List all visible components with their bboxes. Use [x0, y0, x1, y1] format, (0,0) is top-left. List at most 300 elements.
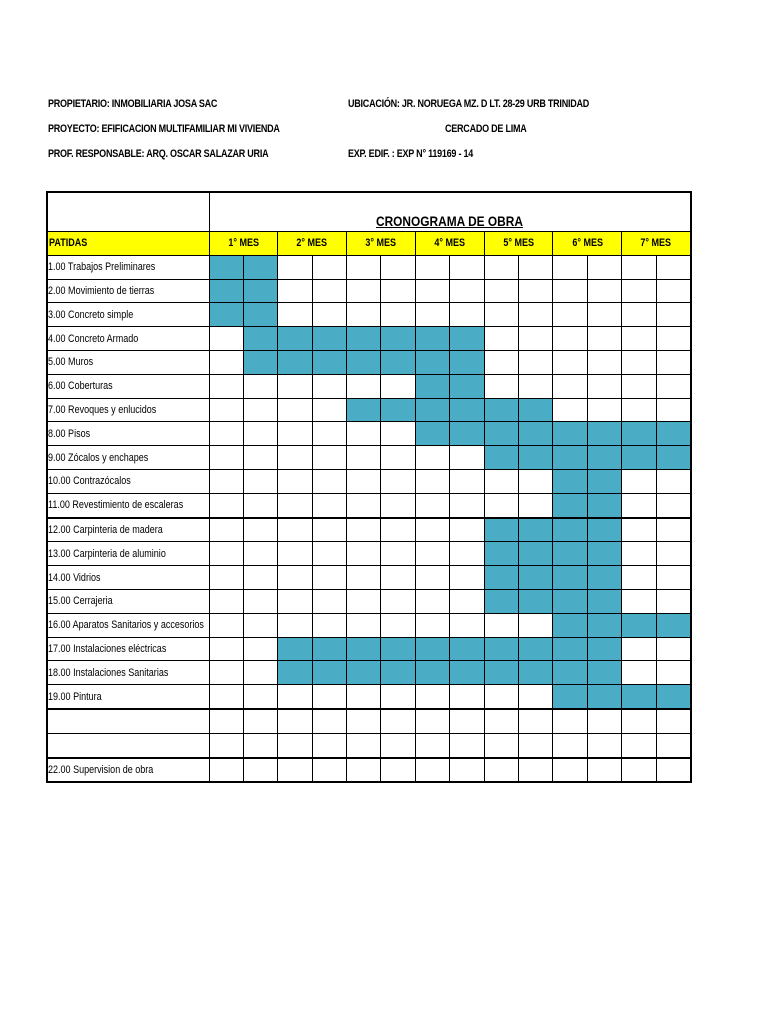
schedule-cell	[209, 589, 243, 613]
table-row	[47, 542, 691, 566]
table-row	[47, 589, 691, 613]
activity-label-cell	[47, 542, 209, 566]
schedule-cell	[278, 255, 312, 279]
schedule-cell-filled	[381, 350, 415, 374]
schedule-cell	[415, 566, 449, 590]
schedule-cell	[415, 733, 449, 757]
schedule-cell	[243, 422, 277, 446]
schedule-cell	[484, 469, 518, 493]
schedule-cell	[278, 685, 312, 709]
location-text: UBICACIÓN: JR. NORUEGA MZ. D LT. 28-29 URB TRINIDAD	[348, 98, 590, 110]
schedule-cell	[450, 709, 484, 733]
month-header-label: 7° MES	[640, 237, 672, 250]
schedule-cell	[553, 327, 587, 351]
schedule-cell	[656, 566, 690, 590]
schedule-cell-filled	[484, 589, 518, 613]
schedule-cell	[587, 327, 621, 351]
schedule-cell-filled	[553, 493, 587, 517]
schedule-cell	[243, 661, 277, 685]
schedule-cell	[587, 279, 621, 303]
activity-label-cell	[47, 446, 209, 470]
activity-label-cell	[47, 613, 209, 637]
activity-label: 11.00 Revestimiento de escaleras	[48, 499, 184, 512]
schedule-cell-filled	[553, 566, 587, 590]
schedule-cell	[450, 518, 484, 542]
schedule-cell	[347, 279, 381, 303]
schedule-cell	[312, 758, 346, 783]
schedule-cell	[209, 350, 243, 374]
schedule-cell-filled	[347, 327, 381, 351]
schedule-cell	[312, 398, 346, 422]
responsible-text: PROF. RESPONSABLE: ARQ. OSCAR SALAZAR URIA	[48, 148, 269, 160]
table-row	[47, 518, 691, 542]
schedule-cell	[450, 566, 484, 590]
month-header-label: 2° MES	[296, 237, 328, 250]
schedule-cell-filled	[415, 398, 449, 422]
schedule-cell	[347, 613, 381, 637]
schedule-cell	[450, 493, 484, 517]
schedule-cell	[622, 493, 656, 517]
schedule-cell	[553, 374, 587, 398]
activity-label: 19.00 Pintura	[48, 690, 102, 703]
schedule-cell	[587, 709, 621, 733]
activity-label: 12.00 Carpinteria de madera	[48, 523, 163, 536]
schedule-cell	[312, 469, 346, 493]
schedule-cell	[622, 542, 656, 566]
schedule-cell	[519, 733, 553, 757]
schedule-cell	[519, 758, 553, 783]
activity-label: 17.00 Instalaciones eléctricas	[48, 642, 167, 655]
schedule-cell-filled	[415, 422, 449, 446]
schedule-cell	[519, 255, 553, 279]
schedule-cell	[656, 374, 690, 398]
schedule-cell	[312, 709, 346, 733]
schedule-cell	[312, 493, 346, 517]
table-row	[47, 493, 691, 517]
schedule-cell-filled	[587, 469, 621, 493]
activity-label-cell	[47, 303, 209, 327]
schedule-cell	[415, 613, 449, 637]
schedule-cell-filled	[587, 661, 621, 685]
schedule-cell	[484, 279, 518, 303]
schedule-cell-filled	[553, 613, 587, 637]
activity-label-cell	[47, 733, 209, 757]
schedule-cell	[656, 637, 690, 661]
schedule-cell-filled	[278, 661, 312, 685]
schedule-cell-filled	[484, 422, 518, 446]
schedule-cell-filled	[587, 493, 621, 517]
schedule-cell	[450, 542, 484, 566]
activity-label-cell	[47, 398, 209, 422]
activity-label: 18.00 Instalaciones Sanitarias	[48, 666, 169, 679]
schedule-cell-filled	[209, 279, 243, 303]
schedule-cell-filled	[209, 255, 243, 279]
activity-label-cell	[47, 327, 209, 351]
activity-label-cell	[47, 589, 209, 613]
schedule-cell	[450, 758, 484, 783]
schedule-cell	[622, 733, 656, 757]
schedule-cell	[209, 709, 243, 733]
schedule-cell-filled	[347, 398, 381, 422]
table-row	[47, 327, 691, 351]
schedule-cell	[381, 279, 415, 303]
schedule-cell-filled	[381, 661, 415, 685]
schedule-cell	[622, 518, 656, 542]
schedule-cell	[209, 518, 243, 542]
schedule-cell	[587, 374, 621, 398]
activity-label-cell	[47, 469, 209, 493]
activity-label-cell	[47, 637, 209, 661]
schedule-cell	[450, 733, 484, 757]
schedule-cell	[347, 374, 381, 398]
schedule-cell	[656, 733, 690, 757]
schedule-cell-filled	[209, 303, 243, 327]
schedule-cell	[278, 446, 312, 470]
schedule-cell	[381, 542, 415, 566]
schedule-cell	[484, 350, 518, 374]
table-row	[47, 255, 691, 279]
schedule-cell	[347, 518, 381, 542]
schedule-cell	[484, 685, 518, 709]
table-title-cell	[209, 192, 691, 232]
schedule-cell	[519, 327, 553, 351]
activity-label-cell	[47, 279, 209, 303]
schedule-cell	[656, 493, 690, 517]
activity-label-cell	[47, 758, 209, 783]
schedule-cell-filled	[312, 327, 346, 351]
schedule-cell-filled	[450, 374, 484, 398]
month-header-5	[484, 232, 553, 256]
schedule-cell	[622, 374, 656, 398]
month-header-label: 6° MES	[571, 237, 603, 250]
schedule-cell-filled	[243, 279, 277, 303]
activity-label-cell	[47, 685, 209, 709]
schedule-cell-filled	[656, 613, 690, 637]
schedule-cell	[278, 758, 312, 783]
schedule-cell-filled	[484, 637, 518, 661]
schedule-cell	[622, 350, 656, 374]
schedule-cell	[553, 255, 587, 279]
schedule-cell	[415, 709, 449, 733]
table-row	[47, 637, 691, 661]
month-header-label: 1° MES	[228, 237, 259, 250]
schedule-cell	[519, 709, 553, 733]
schedule-cell	[243, 733, 277, 757]
schedule-cell-filled	[484, 661, 518, 685]
schedule-cell	[519, 613, 553, 637]
activity-label: 9.00 Zócalos y enchapes	[48, 451, 149, 464]
schedule-cell	[587, 303, 621, 327]
schedule-cell	[347, 255, 381, 279]
schedule-cell	[209, 542, 243, 566]
schedule-cell	[312, 685, 346, 709]
schedule-cell	[312, 422, 346, 446]
schedule-cell	[381, 303, 415, 327]
schedule-cell	[587, 733, 621, 757]
schedule-cell	[622, 709, 656, 733]
schedule-cell	[278, 566, 312, 590]
schedule-cell	[312, 446, 346, 470]
month-header-6	[553, 232, 622, 256]
activity-label: 2.00 Movimiento de tierras	[48, 284, 155, 297]
schedule-cell	[656, 327, 690, 351]
schedule-cell-filled	[415, 661, 449, 685]
schedule-cell	[243, 542, 277, 566]
schedule-cell	[415, 469, 449, 493]
schedule-cell	[347, 589, 381, 613]
schedule-cell	[415, 589, 449, 613]
schedule-cell-filled	[519, 589, 553, 613]
schedule-cell	[347, 493, 381, 517]
schedule-cell	[347, 685, 381, 709]
table-row	[47, 422, 691, 446]
schedule-cell	[209, 637, 243, 661]
schedule-cell	[415, 255, 449, 279]
schedule-cell-filled	[415, 637, 449, 661]
schedule-cell	[553, 279, 587, 303]
activity-label: 1.00 Trabajos Preliminares	[48, 261, 156, 274]
schedule-cell	[587, 255, 621, 279]
schedule-cell	[278, 542, 312, 566]
schedule-cell	[347, 733, 381, 757]
schedule-cell	[381, 709, 415, 733]
schedule-cell	[381, 255, 415, 279]
schedule-cell	[415, 542, 449, 566]
schedule-cell	[381, 733, 415, 757]
schedule-cell	[656, 255, 690, 279]
schedule-cell-filled	[243, 303, 277, 327]
schedule-cell-filled	[553, 469, 587, 493]
schedule-cell	[587, 758, 621, 783]
schedule-cell	[622, 398, 656, 422]
schedule-cell	[209, 758, 243, 783]
schedule-cell-filled	[415, 350, 449, 374]
activity-label: 7.00 Revoques y enlucidos	[48, 403, 157, 416]
schedule-cell	[312, 374, 346, 398]
schedule-cell	[278, 469, 312, 493]
activity-label: 8.00 Pisos	[48, 427, 91, 440]
schedule-cell	[243, 446, 277, 470]
activity-label: 14.00 Vidrios	[48, 571, 101, 584]
schedule-cell-filled	[519, 518, 553, 542]
table-row	[47, 661, 691, 685]
schedule-cell-filled	[587, 446, 621, 470]
schedule-cell	[312, 733, 346, 757]
schedule-cell-filled	[553, 589, 587, 613]
exp-text: EXP. EDIF. : EXP N° 119169 - 14	[348, 148, 474, 160]
schedule-cell	[209, 661, 243, 685]
month-header-4	[415, 232, 484, 256]
schedule-cell	[622, 758, 656, 783]
schedule-cell-filled	[587, 518, 621, 542]
schedule-cell	[278, 589, 312, 613]
table-row	[47, 446, 691, 470]
schedule-cell-filled	[381, 398, 415, 422]
schedule-cell	[381, 493, 415, 517]
schedule-cell	[209, 733, 243, 757]
schedule-cell	[243, 589, 277, 613]
schedule-cell	[243, 613, 277, 637]
schedule-cell-filled	[519, 542, 553, 566]
schedule-cell	[450, 279, 484, 303]
schedule-cell	[622, 637, 656, 661]
schedule-cell-filled	[553, 637, 587, 661]
location-district-text: CERCADO DE LIMA	[445, 123, 527, 135]
schedule-cell-filled	[587, 542, 621, 566]
schedule-cell-filled	[553, 446, 587, 470]
schedule-cell-filled	[347, 350, 381, 374]
schedule-cell	[484, 327, 518, 351]
schedule-cell	[278, 398, 312, 422]
activity-label-cell	[47, 709, 209, 733]
schedule-cell-filled	[484, 398, 518, 422]
schedule-cell	[278, 493, 312, 517]
schedule-cell-filled	[587, 589, 621, 613]
schedule-cell-filled	[484, 446, 518, 470]
schedule-cell-filled	[519, 422, 553, 446]
schedule-cell-filled	[312, 637, 346, 661]
schedule-cell	[484, 303, 518, 327]
blank-corner-cell	[47, 192, 209, 232]
schedule-cell	[484, 255, 518, 279]
schedule-cell-filled	[622, 613, 656, 637]
schedule-cell	[209, 327, 243, 351]
schedule-cell	[243, 469, 277, 493]
schedule-cell-filled	[381, 637, 415, 661]
activity-label: 6.00 Coberturas	[48, 380, 113, 393]
schedule-cell	[278, 374, 312, 398]
schedule-cell	[278, 709, 312, 733]
month-header-1	[209, 232, 278, 256]
schedule-cell	[553, 398, 587, 422]
schedule-cell	[656, 542, 690, 566]
schedule-cell	[209, 398, 243, 422]
schedule-cell-filled	[450, 398, 484, 422]
schedule-cell	[656, 758, 690, 783]
schedule-cell-filled	[656, 446, 690, 470]
schedule-cell	[450, 589, 484, 613]
owner-text: PROPIETARIO: INMOBILIARIA JOSA SAC	[48, 98, 218, 110]
schedule-cell	[553, 758, 587, 783]
schedule-cell	[656, 303, 690, 327]
schedule-cell	[484, 493, 518, 517]
table-row	[47, 758, 691, 783]
schedule-cell	[450, 613, 484, 637]
schedule-cell	[415, 758, 449, 783]
schedule-cell	[415, 518, 449, 542]
activity-label: 5.00 Muros	[48, 356, 94, 369]
schedule-cell	[347, 422, 381, 446]
schedule-cell	[587, 350, 621, 374]
table-title: CRONOGRAMA DE OBRA	[376, 213, 524, 229]
month-header-2	[278, 232, 347, 256]
schedule-cell-filled	[243, 350, 277, 374]
month-header-label: 4° MES	[434, 237, 466, 250]
schedule-cell	[519, 469, 553, 493]
schedule-cell	[450, 446, 484, 470]
schedule-cell	[278, 422, 312, 446]
schedule-cell	[347, 709, 381, 733]
schedule-cell	[484, 733, 518, 757]
schedule-cell	[347, 542, 381, 566]
schedule-cell	[553, 709, 587, 733]
activity-label-cell	[47, 255, 209, 279]
schedule-cell	[656, 518, 690, 542]
schedule-cell-filled	[656, 422, 690, 446]
schedule-cell	[622, 469, 656, 493]
month-header-label: 5° MES	[503, 237, 534, 250]
schedule-cell	[622, 589, 656, 613]
schedule-cell	[278, 303, 312, 327]
schedule-cell	[347, 446, 381, 470]
schedule-cell	[312, 279, 346, 303]
schedule-cell-filled	[587, 566, 621, 590]
schedule-cell-filled	[484, 518, 518, 542]
schedule-cell	[553, 303, 587, 327]
activity-label-cell	[47, 518, 209, 542]
activity-label: 16.00 Aparatos Sanitarios y accesorios	[48, 619, 204, 632]
activity-label: 10.00 Contrazócalos	[48, 475, 131, 488]
schedule-cell	[519, 374, 553, 398]
schedule-cell	[312, 518, 346, 542]
schedule-cell-filled	[553, 422, 587, 446]
schedule-cell	[209, 374, 243, 398]
schedule-cell	[381, 589, 415, 613]
schedule-cell-filled	[587, 637, 621, 661]
schedule-cell	[243, 709, 277, 733]
schedule-cell	[312, 303, 346, 327]
schedule-cell	[278, 518, 312, 542]
schedule-cell	[312, 589, 346, 613]
schedule-cell	[519, 279, 553, 303]
schedule-cell	[519, 350, 553, 374]
schedule-cell	[209, 493, 243, 517]
schedule-cell-filled	[243, 255, 277, 279]
schedule-cell-filled	[553, 685, 587, 709]
activity-label-cell	[47, 661, 209, 685]
table-row	[47, 303, 691, 327]
schedule-cell	[484, 709, 518, 733]
schedule-cell-filled	[519, 637, 553, 661]
schedule-cell	[656, 709, 690, 733]
schedule-cell	[243, 493, 277, 517]
schedule-cell-filled	[450, 422, 484, 446]
schedule-cell-filled	[381, 327, 415, 351]
schedule-cell	[209, 613, 243, 637]
schedule-cell-filled	[450, 637, 484, 661]
schedule-cell	[381, 374, 415, 398]
schedule-cell	[243, 374, 277, 398]
schedule-table	[46, 191, 692, 783]
schedule-cell-filled	[622, 685, 656, 709]
schedule-cell-filled	[347, 637, 381, 661]
schedule-cell	[519, 303, 553, 327]
activity-label-cell	[47, 422, 209, 446]
schedule-cell-filled	[312, 661, 346, 685]
activity-label-cell	[47, 493, 209, 517]
schedule-cell-filled	[450, 350, 484, 374]
schedule-cell	[381, 613, 415, 637]
schedule-cell	[484, 613, 518, 637]
schedule-cell	[587, 398, 621, 422]
schedule-cell	[347, 566, 381, 590]
schedule-cell	[656, 661, 690, 685]
schedule-cell-filled	[519, 398, 553, 422]
month-header-7	[622, 232, 691, 256]
schedule-cell	[622, 255, 656, 279]
schedule-cell-filled	[587, 613, 621, 637]
schedule-cell	[278, 279, 312, 303]
